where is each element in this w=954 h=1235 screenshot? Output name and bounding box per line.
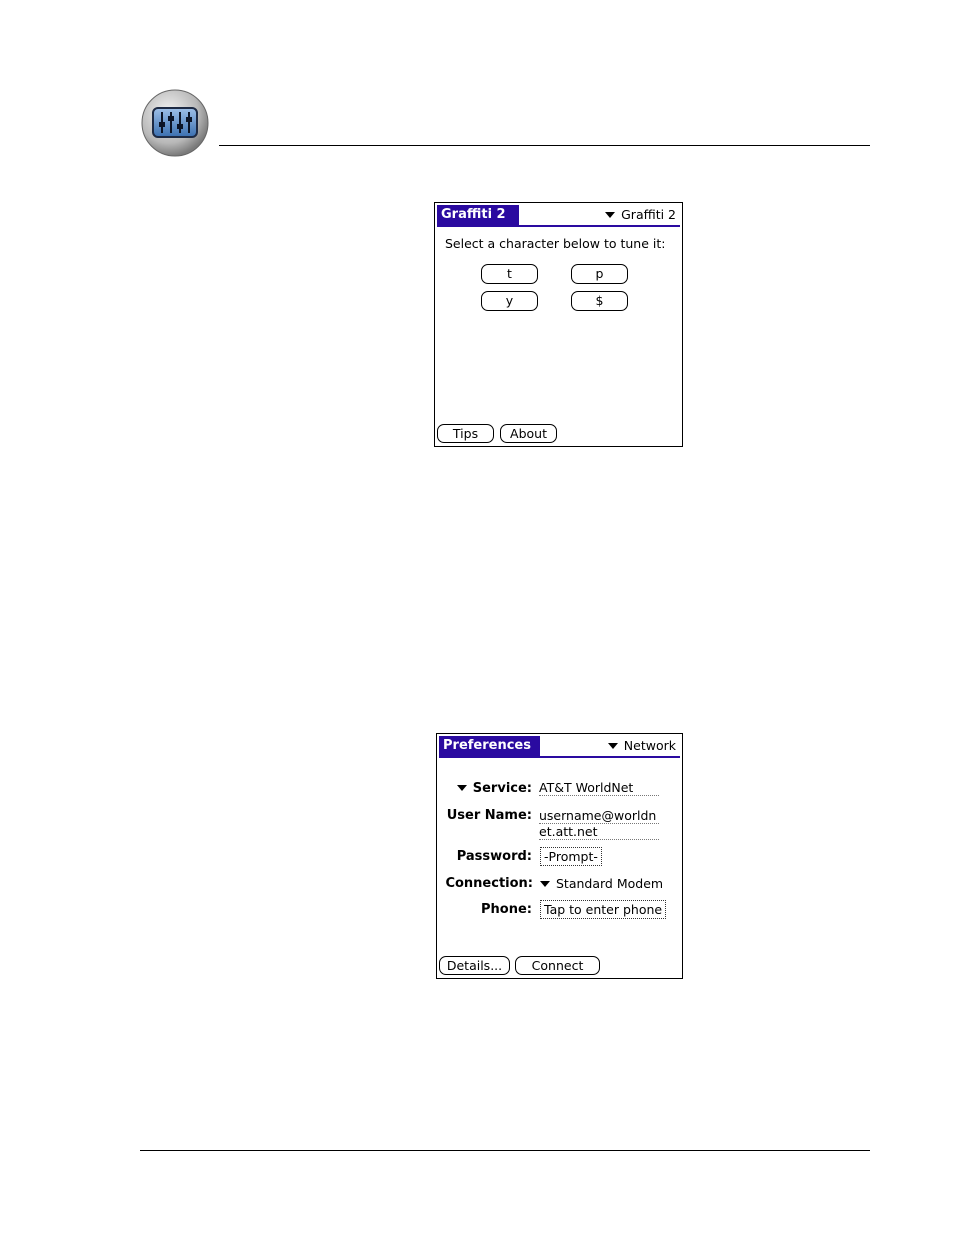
connection-picker[interactable]: Standard Modem [540,876,663,891]
dropdown-triangle-icon [457,785,467,791]
username-label: User Name: [446,808,532,823]
username-field-line1[interactable]: username@worldn [539,808,659,824]
dropdown-triangle-icon [540,881,550,887]
category-picker[interactable]: Graffiti 2 [605,206,676,224]
username-field-line2[interactable]: et.att.net [539,824,659,840]
password-field[interactable]: -Prompt- [540,847,602,866]
service-label[interactable]: Service: [457,781,532,797]
title-bar [437,205,680,227]
dropdown-triangle-icon [608,743,618,749]
header-rule [219,145,870,146]
instruction-text: Select a character below to tune it: [445,236,666,251]
service-value[interactable]: AT&T WorldNet [539,780,659,796]
dropdown-triangle-icon [605,212,615,218]
password-label: Password: [456,849,532,864]
phone-field[interactable]: Tap to enter phone [540,900,666,919]
char-button-y[interactable]: y [481,291,538,311]
char-button-t[interactable]: t [481,264,538,284]
char-button-p[interactable]: p [571,264,628,284]
title-bar [439,736,680,758]
phone-label: Phone: [481,902,532,917]
char-button-dollar[interactable]: $ [571,291,628,311]
network-preferences-screen [436,733,683,979]
app-title: Preferences [439,736,540,756]
preferences-sliders-icon [140,88,210,158]
tips-button[interactable]: Tips [437,424,494,443]
connect-button[interactable]: Connect [515,956,600,975]
footer-rule [140,1150,870,1151]
app-title: Graffiti 2 [437,205,519,225]
connection-label: Connection: [445,876,533,891]
about-button[interactable]: About [500,424,557,443]
panel-picker[interactable]: Network [608,737,676,755]
graffiti-screen [434,202,683,447]
details-button[interactable]: Details... [439,956,510,975]
